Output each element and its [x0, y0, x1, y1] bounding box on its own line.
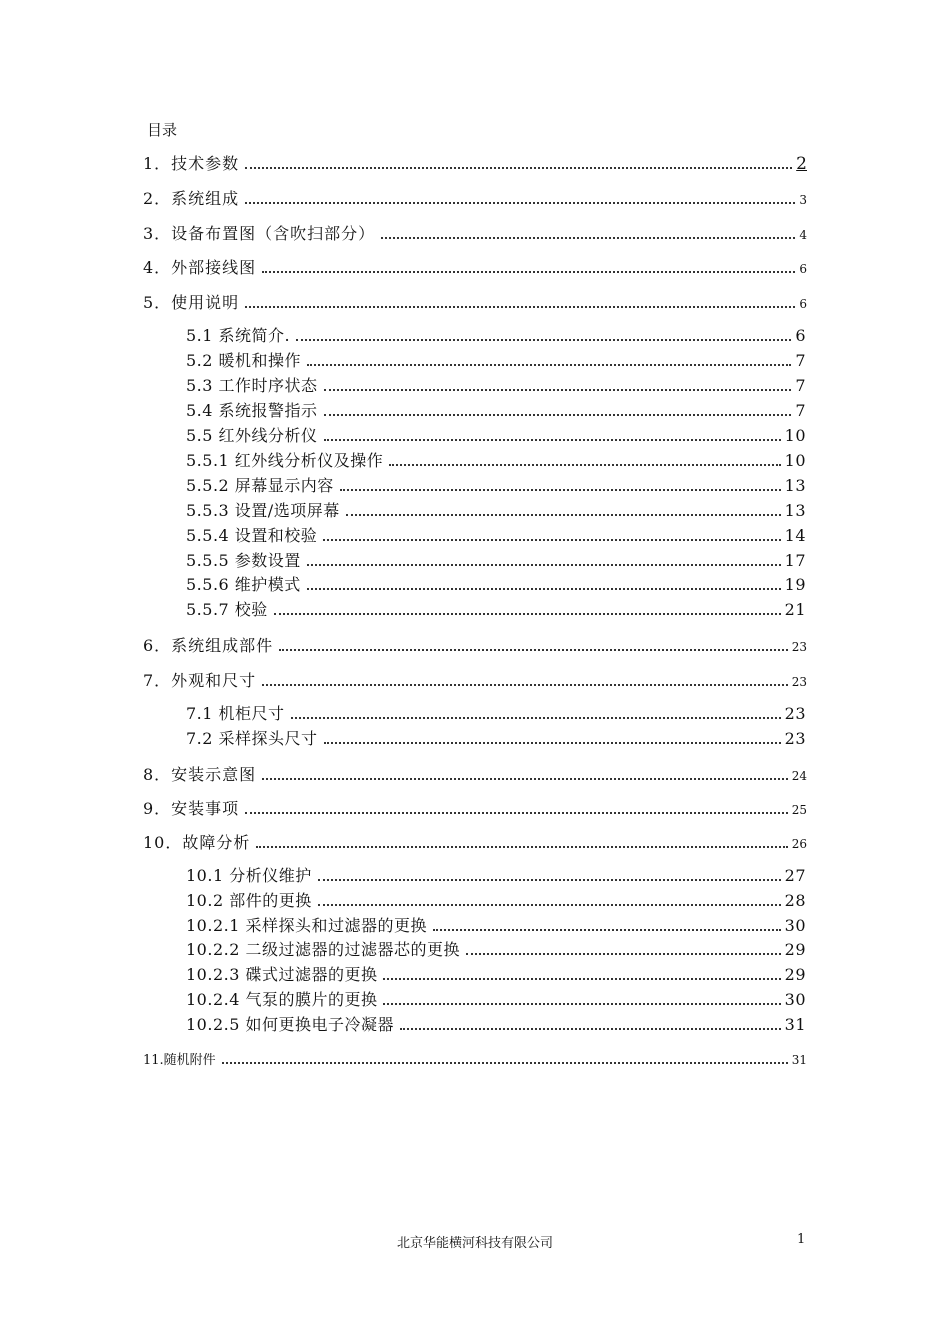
toc-entry-page: 3 [799, 193, 807, 207]
footer-page-number: 1 [797, 1232, 806, 1247]
toc-entry-label: 5.5.3 设置/选项屏幕 [186, 501, 340, 520]
toc-entry-page: 10 [784, 426, 806, 445]
toc-entry-page: 30 [784, 990, 806, 1009]
dot-leader [323, 538, 780, 541]
toc-entry-label: 3．设备布置图（含吹扫部分） [143, 224, 376, 243]
toc-entry-page: 31 [791, 1053, 807, 1067]
toc-entry-label: 11.随机附件 [143, 1053, 216, 1068]
toc-entry-page: 2 [796, 154, 807, 174]
dot-leader [340, 488, 781, 491]
toc-entry-label: 5.5.2 屏幕显示内容 [186, 476, 334, 495]
toc-entry-label: 5.5.7 校验 [186, 600, 268, 619]
toc-entry-label: 5.5.5 参数设置 [186, 551, 301, 570]
toc-entry-label: 5.2 暖机和操作 [186, 351, 302, 370]
dot-leader [245, 166, 792, 169]
dot-leader [296, 338, 791, 341]
dot-leader [389, 463, 780, 466]
toc-entry-label: 10.2.5 如何更换电子冷凝器 [186, 1015, 394, 1034]
dot-leader [222, 1061, 788, 1064]
dot-leader [307, 563, 781, 566]
toc-entry-page: 4 [799, 228, 807, 242]
toc-entry-page: 23 [791, 675, 807, 689]
toc-entry-page: 23 [784, 704, 806, 723]
dot-leader [274, 612, 781, 615]
toc-entry-page: 7 [795, 376, 806, 395]
toc-entry-label: 10.2.2 二级过滤器的过滤器芯的更换 [186, 940, 460, 959]
toc-entry[interactable] [143, 186, 807, 209]
toc-entry[interactable] [186, 498, 806, 521]
toc-entry-page: 13 [784, 476, 806, 495]
toc-entry[interactable] [186, 701, 806, 724]
toc-entry-page: 7 [795, 401, 806, 420]
toc-entry[interactable] [143, 668, 807, 691]
toc-entry[interactable] [186, 548, 806, 571]
toc-entry-page: 30 [784, 916, 806, 935]
dot-leader [245, 201, 795, 204]
toc-entry-page: 31 [784, 1015, 806, 1034]
dot-leader [318, 903, 781, 906]
toc-entry[interactable] [186, 987, 806, 1010]
dot-leader [400, 1027, 781, 1030]
toc-entry-label: 1．技术参数 [143, 154, 240, 173]
toc-entry-page: 17 [784, 551, 806, 570]
toc-entry[interactable] [186, 937, 806, 960]
toc-entry-label: 10．故障分析 [143, 833, 251, 852]
toc-entry[interactable] [186, 572, 806, 595]
toc-entry-page: 23 [784, 729, 806, 748]
toc-entry-page: 28 [784, 891, 806, 910]
toc-entry-label: 8．安装示意图 [143, 765, 257, 784]
toc-title: 目录 [147, 121, 178, 139]
dot-leader [279, 648, 788, 651]
dot-leader [262, 777, 788, 780]
toc-entry-label: 10.2 部件的更换 [186, 891, 312, 910]
toc-entry[interactable] [186, 448, 806, 471]
dot-leader [324, 388, 792, 391]
toc-entry-page: 19 [784, 575, 806, 594]
toc-entry-label: 5.5.6 维护模式 [186, 575, 301, 594]
toc-entry-label: 5.3 工作时序状态 [186, 376, 318, 395]
dot-leader [318, 878, 781, 881]
toc-entry-page: 7 [795, 351, 806, 370]
toc-entry-page: 13 [784, 501, 806, 520]
toc-entry-label: 4．外部接线图 [143, 258, 257, 277]
toc-entry[interactable] [186, 398, 806, 421]
toc-entry-page: 6 [795, 326, 806, 345]
dot-leader [291, 716, 781, 719]
toc-entry-label: 10.2.3 碟式过滤器的更换 [186, 965, 378, 984]
toc-entry-page: 25 [791, 803, 807, 817]
toc-entry-label: 2．系统组成 [143, 189, 240, 208]
dot-leader [381, 236, 795, 239]
toc-entry-page: 6 [799, 262, 807, 276]
dot-leader [433, 928, 781, 931]
toc-entry-label: 7．外观和尺寸 [143, 671, 257, 690]
toc-entry-label: 5.5.1 红外线分析仪及操作 [186, 451, 384, 470]
toc-entry-page: 24 [791, 769, 807, 783]
toc-entry-page: 23 [791, 640, 807, 654]
toc-entry[interactable] [186, 323, 806, 346]
toc-entry-page: 21 [784, 600, 806, 619]
dot-leader [307, 587, 781, 590]
toc-entry-page: 26 [791, 837, 807, 851]
toc-entry-label: 7.1 机柜尺寸 [186, 704, 285, 723]
toc-entry[interactable] [143, 830, 807, 853]
toc-entry-label: 7.2 采样探头尺寸 [186, 729, 318, 748]
toc-entry[interactable] [143, 255, 807, 278]
dot-leader [245, 305, 795, 308]
dot-leader [262, 270, 795, 273]
toc-entry[interactable] [143, 1049, 807, 1068]
dot-leader [256, 845, 787, 848]
dot-leader [346, 513, 781, 516]
toc-entry[interactable] [143, 633, 807, 656]
dot-leader [324, 413, 792, 416]
toc-entry[interactable] [143, 151, 807, 174]
toc-entry-page: 6 [799, 297, 807, 311]
toc-entry[interactable] [186, 348, 806, 371]
toc-entry-label: 5.1 系统简介. [186, 326, 291, 345]
toc-entry[interactable] [186, 473, 806, 496]
toc-entry[interactable] [143, 762, 807, 785]
toc-entry-label: 5.4 系统报警指示 [186, 401, 318, 420]
toc-entry-label: 10.2.1 采样探头和过滤器的更换 [186, 916, 427, 935]
toc-entry[interactable] [186, 863, 806, 886]
toc-entry[interactable] [186, 373, 806, 396]
dot-leader [383, 1002, 780, 1005]
toc-entry-page: 14 [784, 526, 806, 545]
dot-leader [307, 363, 791, 366]
toc-entry[interactable] [143, 290, 807, 313]
toc-entry-page: 27 [784, 866, 806, 885]
toc-entry[interactable] [143, 796, 807, 819]
dot-leader [466, 952, 781, 955]
toc-entry[interactable] [186, 597, 806, 620]
toc-entry[interactable] [186, 423, 806, 446]
toc-entry[interactable] [186, 1012, 806, 1035]
toc-entry-label: 10.1 分析仪维护 [186, 866, 312, 885]
toc-entry-label: 10.2.4 气泵的膜片的更换 [186, 990, 378, 1009]
toc-entry-label: 5．使用说明 [143, 293, 240, 312]
toc-entry[interactable] [186, 888, 806, 911]
footer-company-name: 北京华能横河科技有限公司 [396, 1236, 553, 1251]
toc-entry[interactable] [186, 726, 806, 749]
toc-entry-page: 10 [784, 451, 806, 470]
toc-entry-page: 29 [784, 940, 806, 959]
toc-entry-label: 6．系统组成部件 [143, 636, 274, 655]
toc-entry-label: 9．安装事项 [143, 799, 240, 818]
toc-entry[interactable] [186, 962, 806, 985]
dot-leader [262, 683, 788, 686]
toc-entry[interactable] [186, 913, 806, 936]
dot-leader [245, 811, 788, 814]
dot-leader [324, 438, 781, 441]
toc-entry-page: 29 [784, 965, 806, 984]
toc-entry[interactable] [143, 221, 807, 244]
toc-entry-label: 5.5 红外线分析仪 [186, 426, 318, 445]
toc-entry[interactable] [186, 523, 806, 546]
dot-leader [383, 977, 780, 980]
dot-leader [324, 741, 781, 744]
toc-entry-label: 5.5.4 设置和校验 [186, 526, 318, 545]
